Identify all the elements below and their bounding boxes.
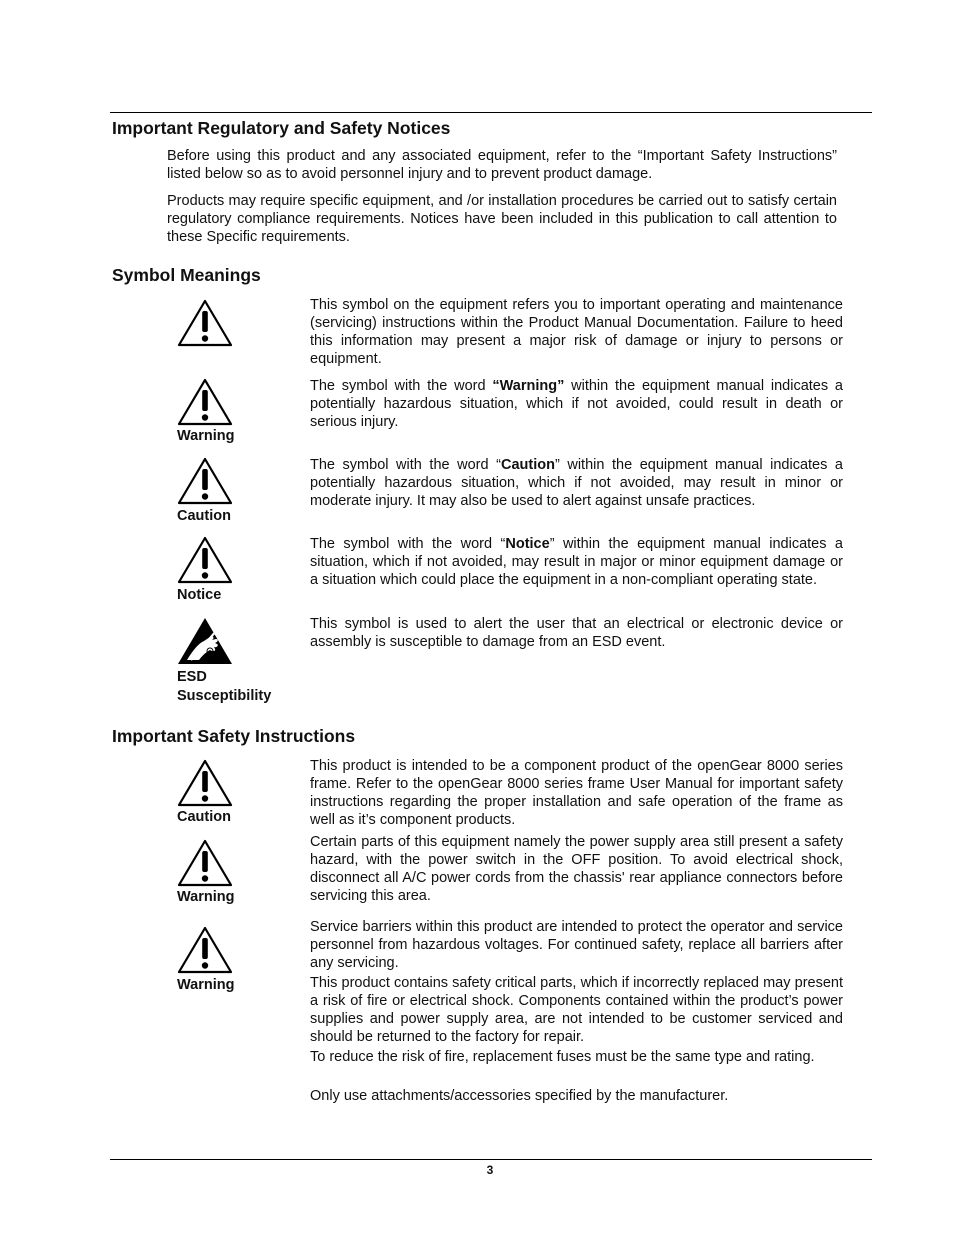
warning-icon bbox=[177, 377, 233, 427]
warning-description: The symbol with the word “Warning” within the equipment manual indicates a potentially hazardous situation, which if not avoided, could result in death or serious injury. bbox=[310, 378, 843, 430]
regulatory-paragraph-2: Products may require specific equipment, and /or installation procedures be carried out to satisfy certain regulatory compliance requirements. Notices have been included in this publication to call attention to these Specific requirements. bbox=[167, 193, 837, 245]
header-rule bbox=[110, 112, 872, 113]
safety-paragraph: To reduce the risk of fire, replacement fuses must be the same type and rating. bbox=[310, 1049, 815, 1065]
notice-description: The symbol with the word “Notice” within the equipment manual indicates a situation, which if not avoided, may result in major or minor equipment damage or a situation which could place the equipment in a non-compliant operating state. bbox=[310, 536, 843, 588]
symbol-general-text: This symbol on the equipment refers you to important operating and maintenance (servicing) instructions within the Product Manual Documentation. Failure to heed this information may present a major risk of damage or injury to persons or equipment. bbox=[310, 297, 843, 367]
caution-label: Caution bbox=[177, 508, 231, 524]
warning-label: Warning bbox=[177, 428, 235, 444]
safety-paragraph: Certain parts of this equipment namely the power supply area still present a safety hazard, with the power switch in the OFF position. To avoid electrical shock, disconnect all A/C power cords from the chassis' rear appliance connectors before servicing this area. bbox=[310, 834, 843, 904]
warning-icon bbox=[177, 925, 233, 975]
caution-icon bbox=[177, 758, 233, 808]
warning-icon bbox=[177, 838, 233, 888]
regulatory-paragraph-1: Before using this product and any associated equipment, refer to the “Important Safety Instructions” listed below so as to avoid personnel injury and to prevent product damage. bbox=[167, 148, 837, 182]
safety-paragraph: Only use attachments/accessories specified by the manufacturer. bbox=[310, 1088, 729, 1104]
safety-caution-label: Caution bbox=[177, 809, 231, 825]
caution-description: The symbol with the word “Caution” within the equipment manual indicates a potentially hazardous situation, which if not avoided, may result in minor or moderate injury. It may also be used to alert against unsafe practices. bbox=[310, 457, 844, 509]
notice-icon bbox=[177, 535, 233, 585]
caution-icon bbox=[177, 456, 233, 506]
footer-rule bbox=[110, 1159, 872, 1160]
safety-warning-label-1: Warning bbox=[177, 889, 235, 905]
esd-label: ESD Susceptibility bbox=[177, 669, 272, 704]
safety-warning-label-2: Warning bbox=[177, 977, 235, 993]
safety-paragraph: Service barriers within this product are intended to protect the operator and service personnel from hazardous voltages. For continued safety, replace all barriers after any servicing. bbox=[310, 919, 843, 971]
safety-paragraph: This product is intended to be a component product of the openGear 8000 series frame. Refer to the openGear 8000 series frame User Manual for important safety instructions regarding the proper installation and safe operation of the frame as well as it’s component products. bbox=[310, 758, 843, 828]
heading-regulatory: Important Regulatory and Safety Notices bbox=[112, 118, 451, 138]
page-number: 3 bbox=[486, 1163, 494, 1177]
heading-symbol-meanings: Symbol Meanings bbox=[112, 265, 261, 285]
esd-susceptibility-icon bbox=[177, 616, 233, 666]
heading-safety-instructions: Important Safety Instructions bbox=[112, 726, 356, 746]
esd-description: This symbol is used to alert the user that an electrical or electronic device or assembly is susceptible to damage from an ESD event. bbox=[310, 616, 843, 650]
safety-paragraph: This product contains safety critical parts, which if incorrectly replaced may present a risk of fire or electrical shock. Components contained within the product’s power supplies and power supply area, are not intended to be customer serviced and should be returned to the factory for repair. bbox=[310, 975, 843, 1045]
notice-label: Notice bbox=[177, 587, 222, 603]
general-warning-icon bbox=[177, 298, 233, 348]
